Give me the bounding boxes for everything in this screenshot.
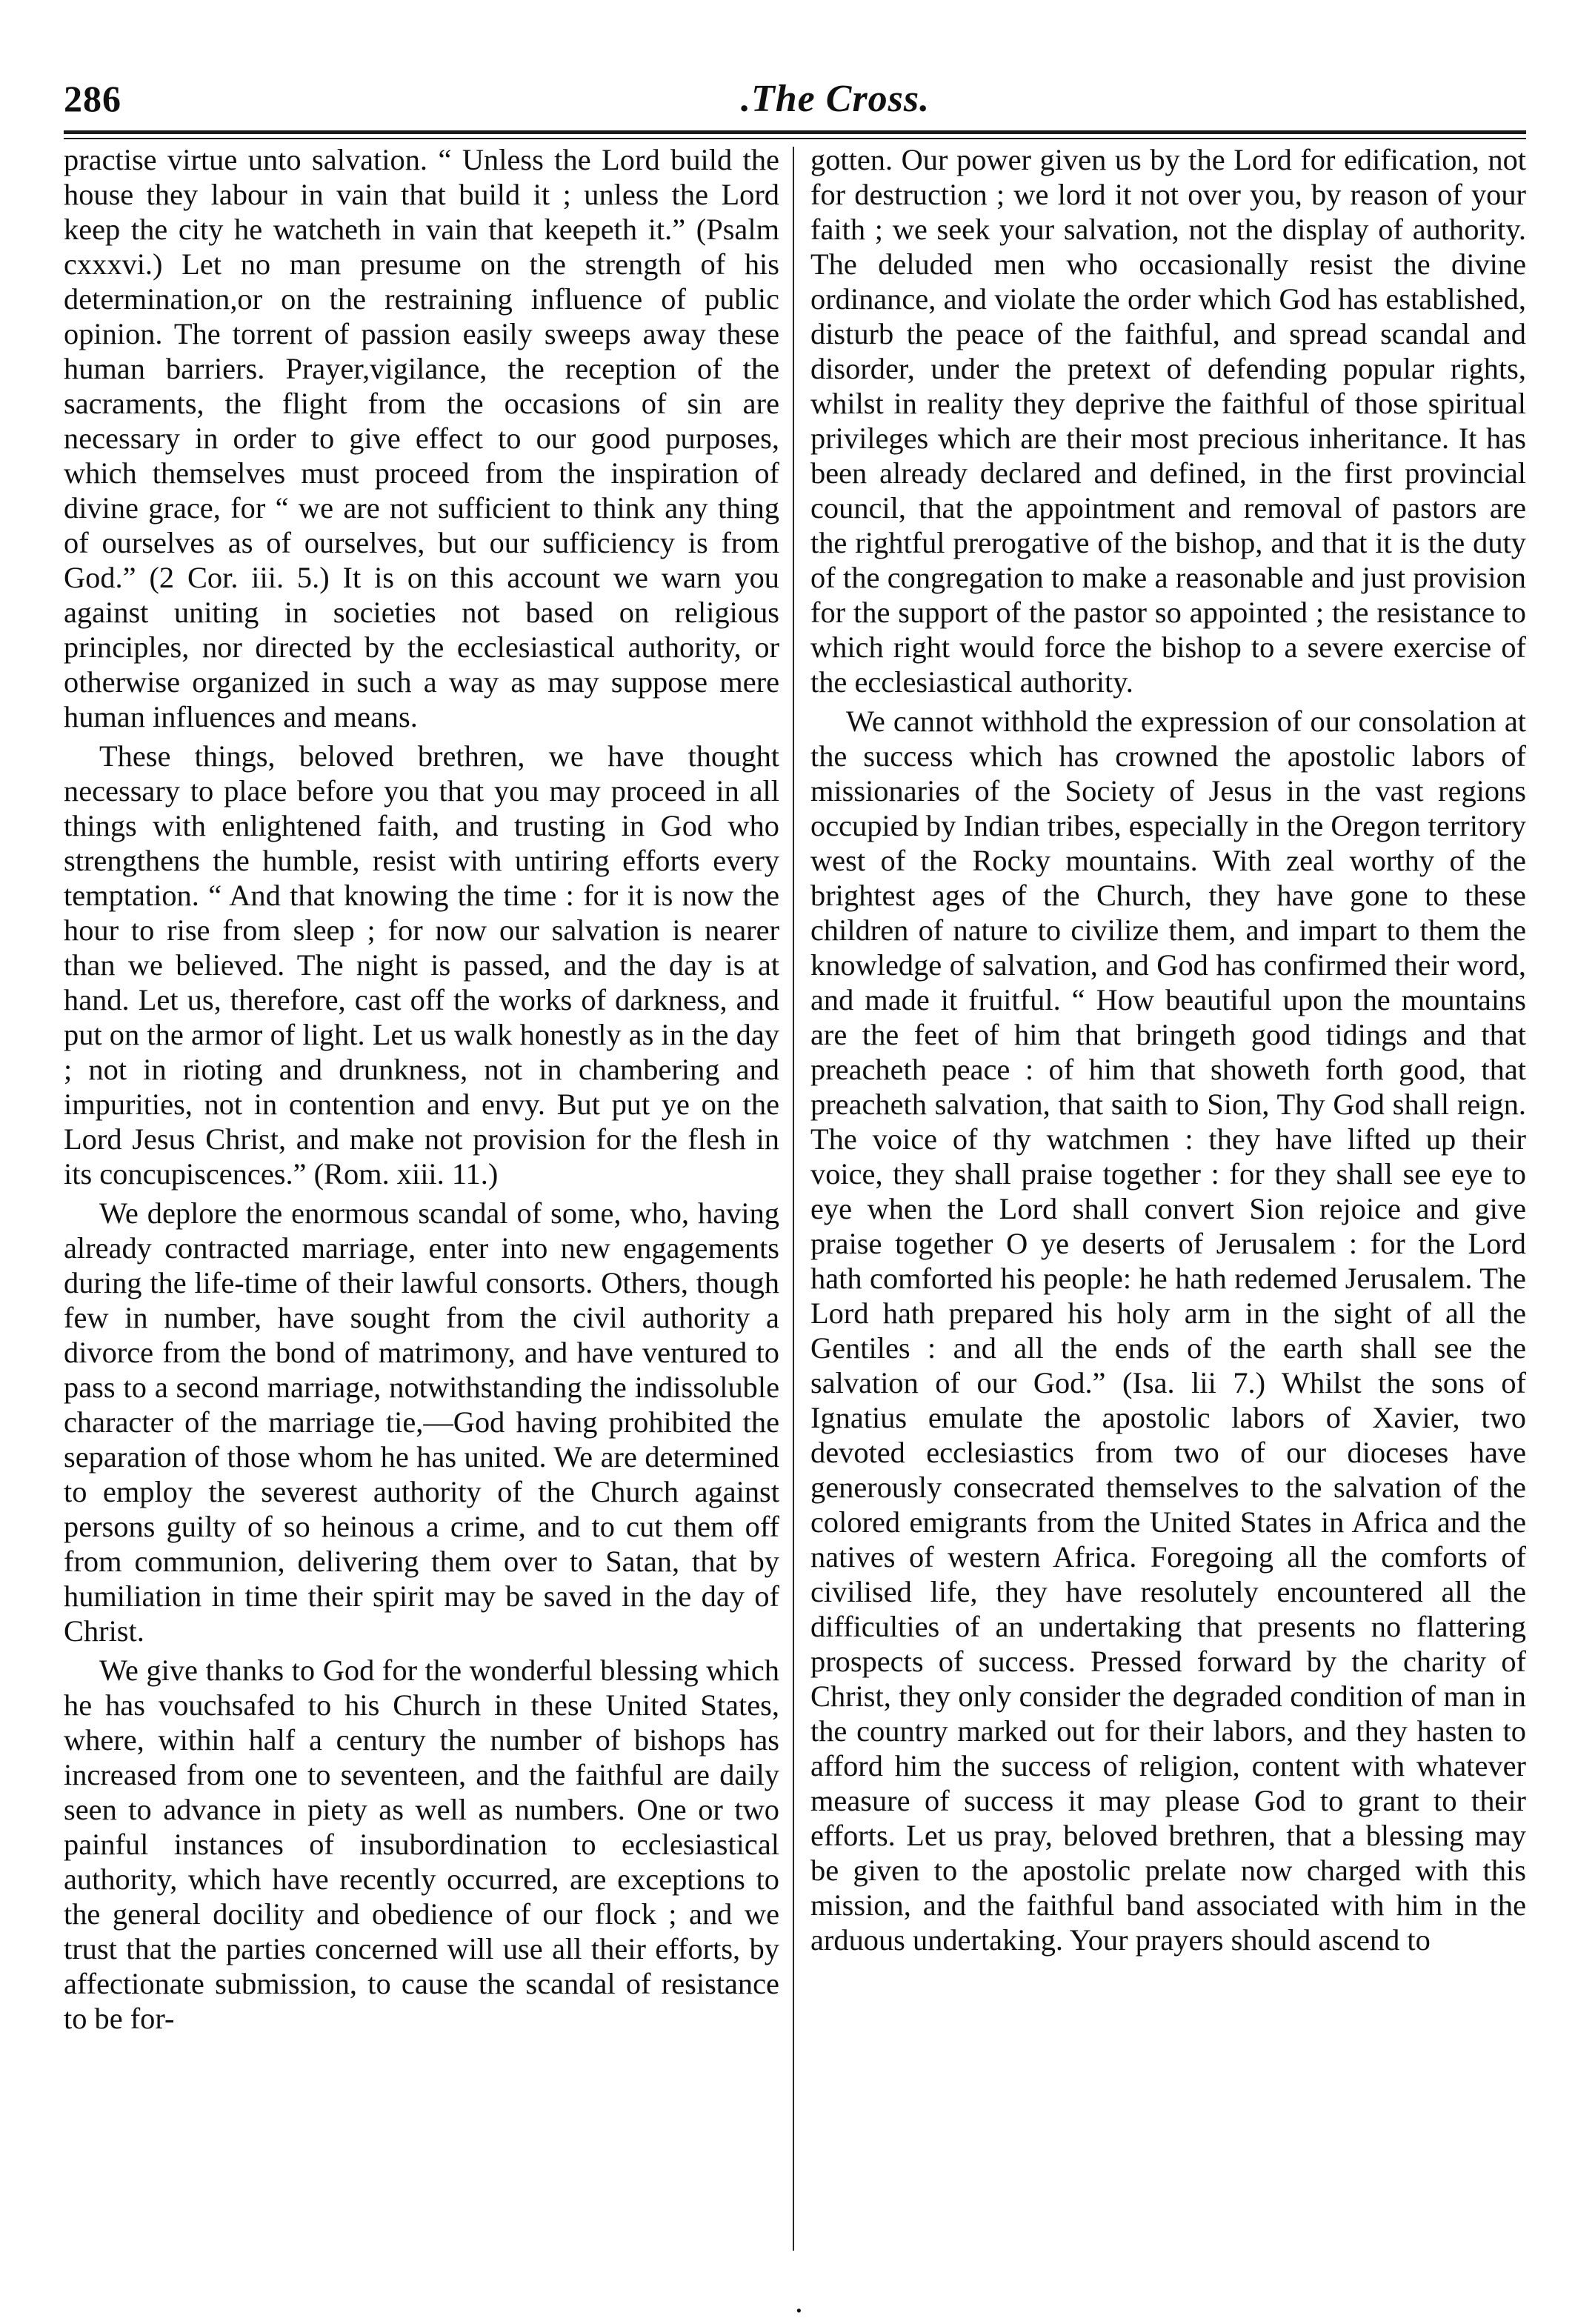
header-rule — [64, 130, 1526, 134]
paragraph: We deplore the enormous scandal of some, who, having already contracted marriage, enter into new engagements during the life-time of their lawful consorts. Others, though few in number, have sought from the civil authority a divorce from the bond of matrimony, and have ventured to pass to a second marriage, notwithstanding the indissoluble character of the marriage tie,—God having prohibited the separation of those whom he has united. We are determined to employ the severest authority of the Church against persons guilty of so heinous a crime, and to cut them off from communion, delivering them over to Satan, that by humiliation in time their spirit may be saved in the day of Christ. — [64, 1196, 779, 1648]
page-header — [64, 77, 1526, 124]
right-column — [810, 142, 1526, 1957]
page-number: 286 — [64, 78, 121, 119]
paragraph: These things, beloved brethren, we have thought necessary to place before you that you may proceed in all things with enlightened faith, and trusting in God who strengthens the humble, resist with untiring efforts every temptation. “ And that knowing the time : for it is now the hour to rise from sleep ; for now our salvation is nearer than we believed. The night is passed, and the day is at hand. Let us, therefore, cast off the works of darkness, and put on the armor of light. Let us walk honestly as in the day ; not in rioting and drunkness, not in chambering and impurities, not in contention and envy. But put ye on the Lord Jesus Christ, and make not provision for the flesh in its concupiscences.” (Rom. xiii. 11.) — [64, 739, 779, 1191]
footer-mark: . — [794, 2285, 804, 2320]
column-divider — [793, 147, 794, 2251]
running-title: .The Cross. — [741, 78, 930, 120]
paragraph: gotten. Our power given us by the Lord for edification, not for destruction ; we lord it not over you, by reason of your faith ; we seek your salvation, not the display of authority. The deluded men who occasionally resist the divine ordinance, and violate the order which God has established, disturb the peace of the faithful, and spread scandal and disorder, under the pretext of defending popular rights, whilst in reality they deprive the faithful of those spiritual privileges which are their most precious inheritance. It has been already declared and defined, in the first provincial council, that the appointment and removal of pastors are the rightful prerogative of the bishop, and that it is the duty of the congregation to make a reasonable and just provision for the support of the pastor so appointed ; the resistance to which right would force the bishop to a severe exercise of the ecclesiastical authority. — [810, 143, 1526, 699]
paragraph: We give thanks to God for the wonderful blessing which he has vouchsafed to his Church in these United States, where, within half a century the number of bishops has increased from one to seventeen, and the faithful are daily seen to advance in piety as well as numbers. One or two painful instances of insubordination to ecclesiastical authority, which have recently occurred, are exceptions to the general docility and obedience of our flock ; and we trust that the parties concerned will use all their efforts, by affectionate submission, to cause the scandal of resistance to be for- — [64, 1654, 779, 2035]
paragraph: practise virtue unto salvation. “ Unless the Lord build the house they labour in vain that build it ; unless the Lord keep the city he watcheth in vain that keepeth it.” (Psalm cxxxvi.) Let no man presume on the strength of his determination,or on the restraining influence of public opinion. The torrent of passion easily sweeps away these human barriers. Prayer,vigilance, the reception of the sacraments, the flight from the occasions of sin are necessary in order to give effect to our good purposes, which themselves must proceed from the inspiration of divine grace, for “ we are not sufficient to think any thing of ourselves as of ourselves, but our sufficiency is from God.” (2 Cor. iii. 5.) It is on this account we warn you against uniting in societies not based on religious principles, nor directed by the ecclesiastical authority, or otherwise organized in such a way as may suppose mere human influences and means. — [64, 143, 779, 733]
header-rule-thin — [64, 138, 1526, 139]
left-column — [64, 142, 779, 2036]
paragraph: We cannot withhold the expression of our consolation at the success which has crowned the apostolic labors of missionaries of the Society of Jesus in the vast regions occupied by Indian tribes, especially in the Oregon territory west of the Rocky mountains. With zeal worthy of the brightest ages of the Church, they have gone to these children of nature to civilize them, and impart to them the knowledge of salvation, and God has confirmed their word, and made it fruitful. “ How beautiful upon the mountains are the feet of him that bringeth good tidings and that preacheth peace : of him that showeth forth good, that preacheth salvation, that saith to Sion, Thy God shall reign. The voice of thy watchmen : they have lifted up their voice, they shall praise together : for they shall see eye to eye when the Lord shall convert Sion rejoice and give praise together O ye deserts of Jerusalem : for the Lord hath comforted his people: he hath redemed Jerusalem. The Lord hath prepared his holy arm in the sight of all the Gentiles : and all the ends of the earth shall see the salvation of our God.” (Isa. lii 7.) Whilst the sons of Ignatius emulate the apostolic labors of Xavier, two devoted ecclesiastics from two of our dioceses have generously consecrated themselves to the salvation of the colored emigrants from the United States in Africa and the natives of western Africa. Foregoing all the comforts of civilised life, they have resolutely encountered all the difficulties of an undertaking that presents no flattering prospects of success. Pressed forward by the charity of Christ, they only consider the degraded condition of man in the country marked out for their labors, and they hasten to afford him the success of religion, content with whatever measure of success it may please God to grant to their efforts. Let us pray, beloved brethren, that a blessing may be given to the apostolic prelate now charged with this mission, and the faithful band associated with him in the arduous undertaking. Your prayers should ascend to — [810, 705, 1526, 1957]
